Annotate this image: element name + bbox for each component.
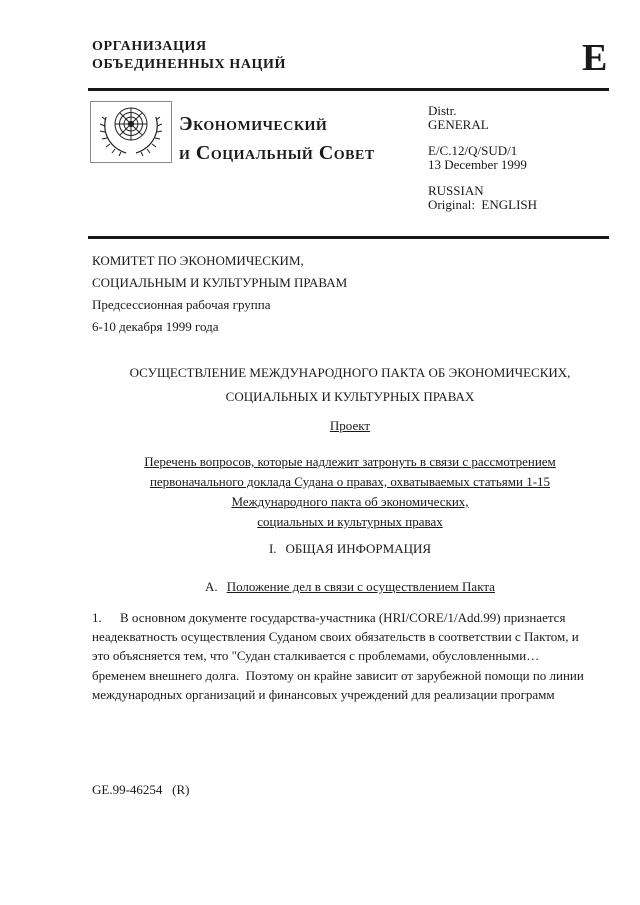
distr-label: Distr. [428,103,457,118]
subtitle-line4: социальных и культурных правах [257,514,443,529]
distribution-block [428,104,537,211]
section-numeral: I. [268,541,277,556]
document-series-letter: E [582,37,608,79]
document-symbol: E/C.12/Q/SUD/1 [428,143,518,158]
un-emblem-box [90,101,172,163]
distr-value: GENERAL [428,116,489,132]
committee-block [92,250,347,338]
committee-name-line2: СОЦИАЛЬНЫМ И КУЛЬТУРНЫМ ПРАВАМ [92,275,348,290]
section-divider-rule [88,236,609,239]
section-1-heading [90,541,610,557]
org-name-line2: ОБЪЕДИНЕННЫХ НАЦИЙ [92,57,287,72]
working-group: Предсессионная рабочая группа [92,297,271,312]
document-reference: GE.99-46254 (R) [92,782,190,797]
title-line1: ОСУЩЕСТВЛЕНИЕ МЕЖДУНАРОДНОГО ПАКТА ОБ ЭКОНОМИЧЕСКИХ, [129,365,571,380]
paragraph-line: международных организаций и финансовых учреждений для реализации программ [92,686,555,702]
organization-name [92,38,286,74]
header-divider-rule [88,88,609,91]
council-name [179,110,375,168]
subsection-a-heading [90,579,610,595]
paragraph-number: 1. [92,610,102,625]
draft-label: Проект [329,418,371,433]
paragraph-line: бременем внешнего долга. Поэтому он крайне зависит от зарубежной помощи по линии [92,667,584,683]
paragraph-1 [92,608,612,704]
org-name-line1: ОРГАНИЗАЦИЯ [92,39,207,54]
subtitle-line2: первоначального доклада Судана о правах, охватываемых статьями 1-15 [149,474,551,489]
document-title [90,361,610,409]
subtitle-line1: Перечень вопросов, которые надлежит затронуть в связи с рассмотрением [144,454,556,469]
committee-name-line1: КОМИТЕТ ПО ЭКОНОМИЧЕСКИМ, [92,253,304,268]
document-subtitle [90,452,610,532]
un-emblem-icon [98,103,164,162]
subsection-letter: А. [205,579,218,594]
section-title: ОБЩАЯ ИНФОРМАЦИЯ [285,541,432,556]
paragraph-line: неадекватность осуществления Суданом своих обязательств в соответствии с Пактом, и [92,629,579,645]
council-name-line2: и Социальный Совет [179,142,375,164]
paragraph-line: это объясняется тем, что "Судан сталкивается с проблемами, обусловленными… [92,648,540,664]
original-language: Original: ENGLISH [428,196,538,212]
title-line2: СОЦИАЛЬНЫХ И КУЛЬТУРНЫХ ПРАВАХ [225,389,475,404]
session-dates: 6-10 декабря 1999 года [92,319,219,334]
document-date: 13 December 1999 [428,156,527,172]
council-name-line1: Экономический [179,113,328,135]
subsection-title: Положение дел в связи с осуществлением Пакта [226,579,495,594]
document-language: RUSSIAN [428,183,484,198]
paragraph-line: 1. В основном документе государства-участника (HRI/CORE/1/Add.99) признается [92,608,612,627]
subtitle-line3: Международного пакта об экономических, [231,494,469,509]
